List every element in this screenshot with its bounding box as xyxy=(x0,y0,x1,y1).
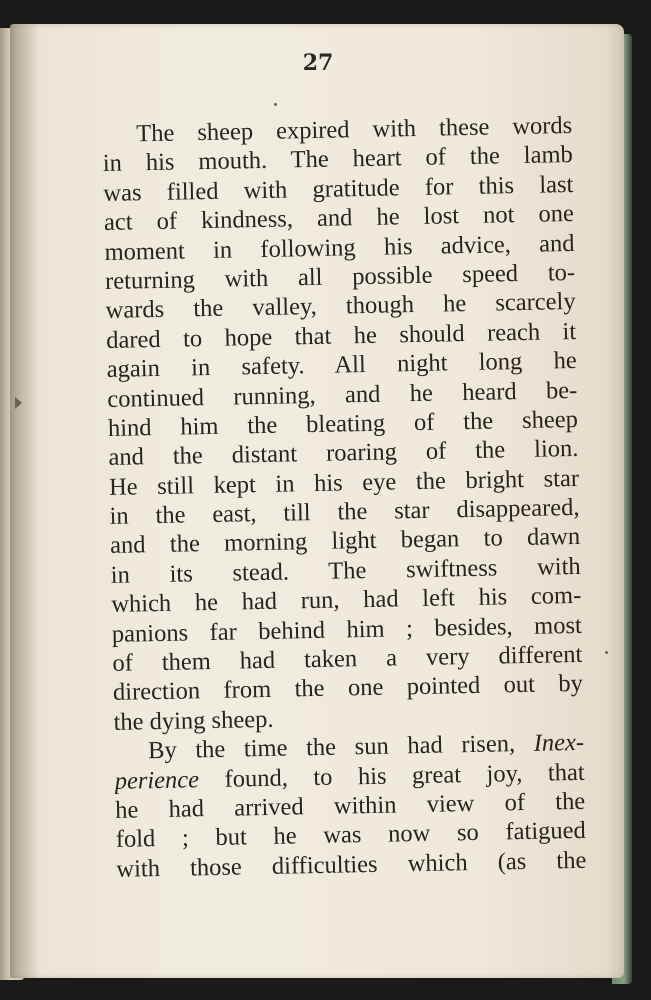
text-line: in the east, till the star disappeared, xyxy=(109,493,580,531)
text-line: act of kindness, and he lost not one xyxy=(103,200,575,237)
text-line: continued running, and he heard be- xyxy=(107,376,578,413)
text-line: panions far behind him ; besides, most xyxy=(111,611,583,648)
paper-speck xyxy=(605,651,608,654)
text-line: returning with all possible speed to- xyxy=(104,258,576,295)
line-text: By the time the sun had risen, xyxy=(147,730,534,765)
paper-speck xyxy=(274,103,277,106)
text-line: with those difficulties which (as the xyxy=(116,846,587,883)
text-line: The sheep expired with these words xyxy=(136,111,573,148)
text-line: of them had taken a very different xyxy=(112,640,583,677)
page-number: 27 xyxy=(302,50,334,76)
line-text: found, to his great joy, that xyxy=(198,758,585,793)
text-line: and the distant roaring of the lion. xyxy=(108,435,579,472)
italic-word: perience xyxy=(114,765,200,795)
text-line: dared to hope that he should reach it xyxy=(105,317,577,354)
text-line: he had arrived within view of the xyxy=(114,787,586,824)
text-line: in its stead. The swiftness with xyxy=(110,552,581,589)
text-line: was filled with gratitude for this last xyxy=(103,170,574,207)
text-line: again in safety. All night long he xyxy=(106,347,577,384)
text-line: in his mouth. The heart of the lamb xyxy=(102,141,574,178)
italic-word: Inex- xyxy=(533,729,585,758)
text-line: direction from the one pointed out by xyxy=(112,670,584,707)
body-text xyxy=(102,111,587,884)
text-line: the dying sheep. xyxy=(113,705,274,736)
text-line: moment in following his advice, and xyxy=(104,229,575,266)
binding-mark xyxy=(15,397,22,409)
text-line: which he had run, had left his com- xyxy=(111,582,582,619)
text-line: fold ; but he was now so fatigued xyxy=(115,817,586,854)
text-line: He still kept in his eye the bright star xyxy=(108,464,580,501)
text-line: and the morning light began to dawn xyxy=(109,523,581,560)
text-line: hind him the bleating of the sheep xyxy=(107,405,579,442)
text-line: wards the valley, though he scarcely xyxy=(105,288,576,325)
gutter-shadow xyxy=(10,24,38,978)
